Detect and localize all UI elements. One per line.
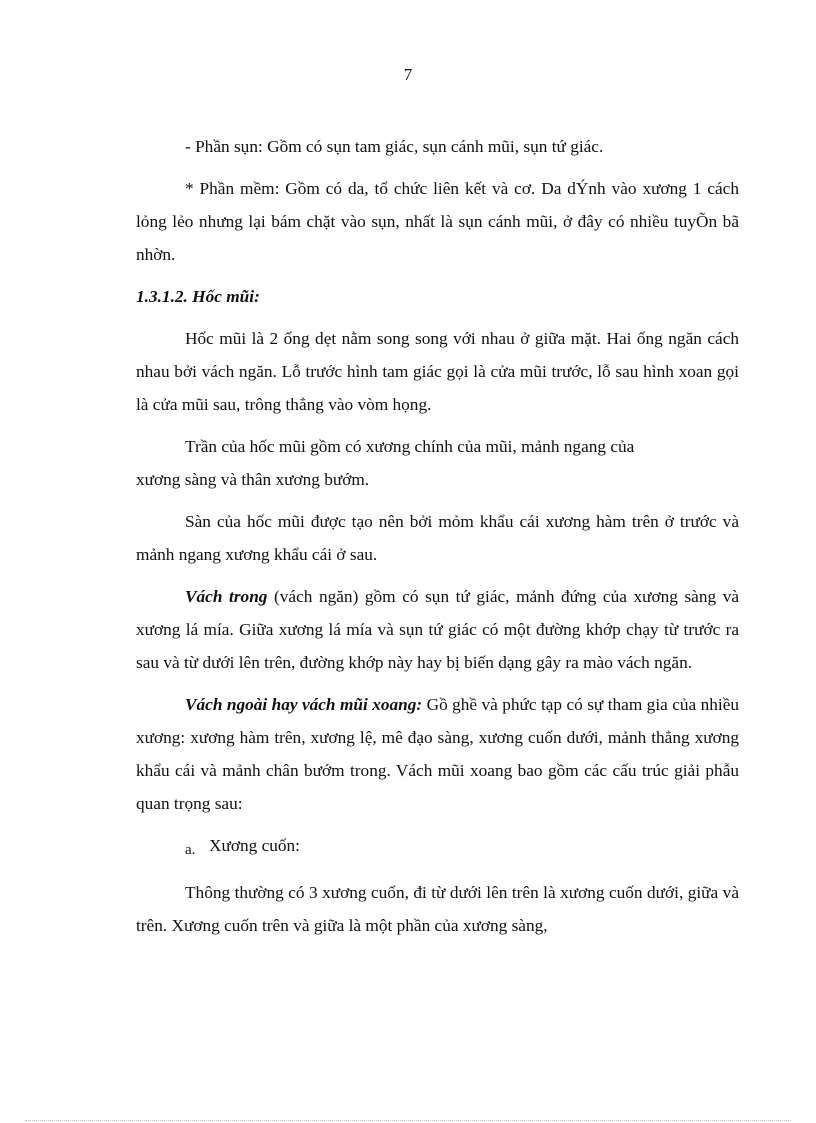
paragraph-turbinates: Thông thường có 3 xương cuốn, đi từ dưới lên trên là xương cuốn dưới, giữa và trên. Xương cuốn trên và giữa là một phần của xương sàng, (136, 883, 739, 935)
page-number: 7 (403, 65, 413, 84)
paragraph-floor: Sàn của hốc mũi được tạo nên bởi mỏm khẩu cái xương hàm trên ở trước và mảnh ngang xương khẩu cái ở sau. (136, 512, 739, 564)
term-outer-wall: Vách ngoài hay vách mũi xoang: (185, 695, 423, 714)
paragraph-inner-wall-text: (vách ngăn) gồm có sụn tứ giác, mảnh đứng của xương sàng và xương lá mía. Giữa xương lá mía và sụn tứ giác có một đường khớp chạy từ trước ra sau và từ dưới lên trên, đường khớp này hay bị biến dạng gây ra mào vách ngăn. (136, 587, 740, 672)
paragraph-roof-continuation (136, 463, 739, 496)
term-inner-wall: Vách trong (185, 587, 268, 606)
page-bottom-divider (25, 1120, 791, 1121)
paragraph-roof-line2: xương sàng và thân xương bướm. (136, 470, 370, 489)
paragraph-nasal-cavity: Hốc mũi là 2 ống dẹt nằm song song với nhau ở giữa mặt. Hai ống ngăn cách nhau bởi vách ngăn. Lỗ trước hình tam giác gọi là cửa mũi trước, lỗ sau hình xoan gọi là cửa mũi sau, trông thẳng vào vòm họng. (136, 329, 739, 414)
paragraph-roof (136, 430, 739, 463)
paragraph-outer-wall-text: Gồ ghề và phức tạp có sự tham gia của nhiều xương: xương hàm trên, xương lệ, mê đạo sàng, xương cuốn dưới, mảnh thẳng xương khẩu cái và mảnh chân bướm trong. Vách mũi xoang bao gồm các cấu trúc giải phẫu quan trọng sau: (136, 695, 740, 813)
section-heading: 1.3.1.2. Hốc mũi: (136, 287, 260, 306)
document-body (136, 130, 739, 951)
list-marker: a. (185, 842, 196, 858)
list-item-turbinates (136, 829, 739, 867)
list-item-label: Xương cuốn: (209, 836, 300, 855)
paragraph-inner-wall (136, 580, 739, 679)
paragraph-roof-line1: Trần của hốc mũi gồm có xương chính của mũi, mảnh ngang của (185, 437, 635, 456)
paragraph-outer-wall (136, 688, 739, 820)
paragraph-cartilage-part: - Phần sụn: Gồm có sụn tam giác, sụn cánh mũi, sụn tứ giác. (185, 137, 604, 156)
paragraph-soft-part: * Phần mềm: Gồm có da, tổ chức liên kết và cơ. Da dÝnh vào xương 1 cách lỏng lẻo nhưng lại bám chặt vào sụn, nhất là sụn cánh mũi, ở đây có nhiều tuyÕn bã nhờn. (136, 179, 739, 264)
